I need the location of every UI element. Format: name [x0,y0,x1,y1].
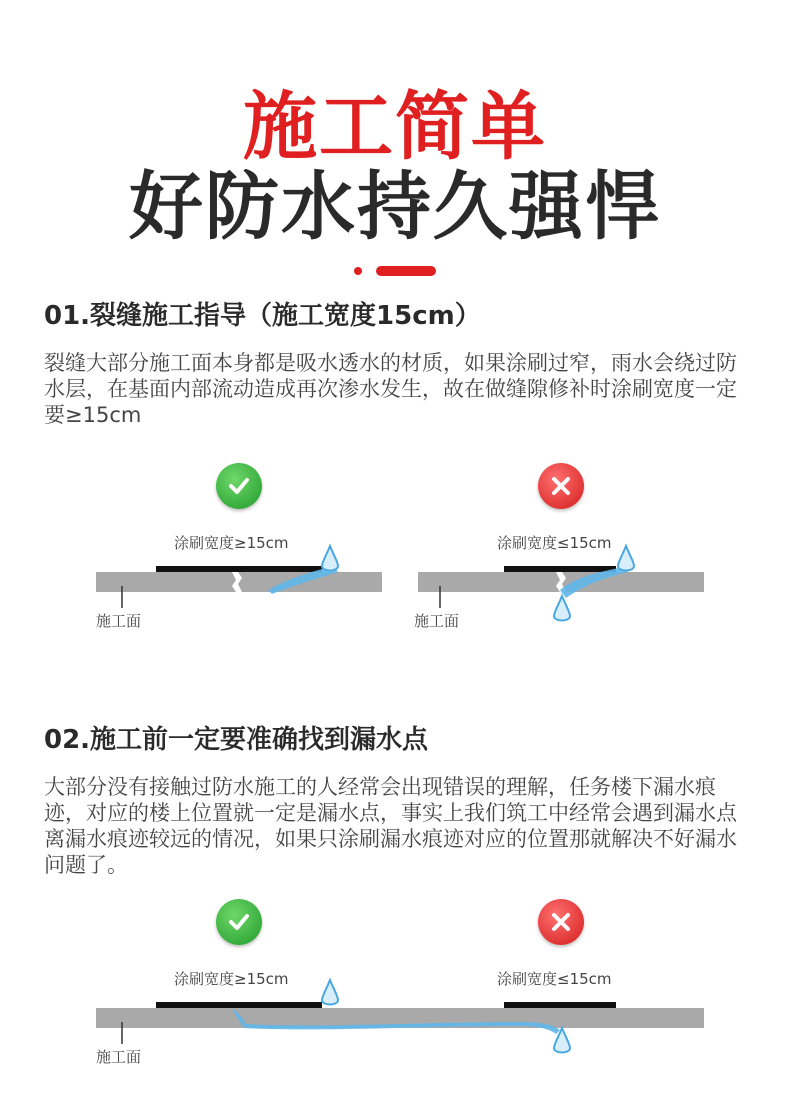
correct-width-label: 涂刷宽度≥15cm [174,534,289,552]
surface-label-left: 施工面 [96,612,142,630]
water-drop-right-bottom [554,596,570,621]
section2-title: 02.施工前一定要准确找到漏水点 [44,725,429,755]
wrong-width-label: 涂刷宽度≤15cm [497,970,612,988]
coating-wide [156,1002,322,1008]
surface-label: 施工面 [96,1048,142,1066]
crack-width-diagram [0,450,790,660]
coating-narrow [504,566,616,572]
surface-label-right: 施工面 [414,612,460,630]
water-drop-right-top [618,546,634,571]
water-drop-top [322,980,338,1005]
divider-bar [376,266,436,276]
wrong-width-label: 涂刷宽度≤15cm [497,534,612,552]
coating-wide [156,566,322,572]
leak-point-diagram [0,886,790,1096]
section1-body: 裂缝大部分施工面本身都是吸水透水的材质，如果涂刷过窄，雨水会绕过防水层，在基面内部流动造成再次渗水发生，故在做缝隙修补时涂刷宽度一定要≥15cm [44,351,737,427]
water-drop-left [322,546,338,571]
section2-body: 大部分没有接触过防水施工的人经常会出现错误的理解，任务楼下漏水痕迹，对应的楼上位置就一定是漏水点，事实上我们筑工中经常会遇到漏水点离漏水痕迹较远的情况，如果只涂刷漏水痕迹对应的位置那就解决不好漏水问题了。 [44,775,737,877]
divider-dot [354,267,362,275]
coating-narrow [504,1002,616,1008]
headline-secondary: 好防水持久强悍 [129,164,661,250]
headline-primary: 施工简单 [243,84,547,170]
section1-title: 01.裂缝施工指导（施工宽度15cm） [44,301,481,331]
correct-width-label: 涂刷宽度≥15cm [174,970,289,988]
